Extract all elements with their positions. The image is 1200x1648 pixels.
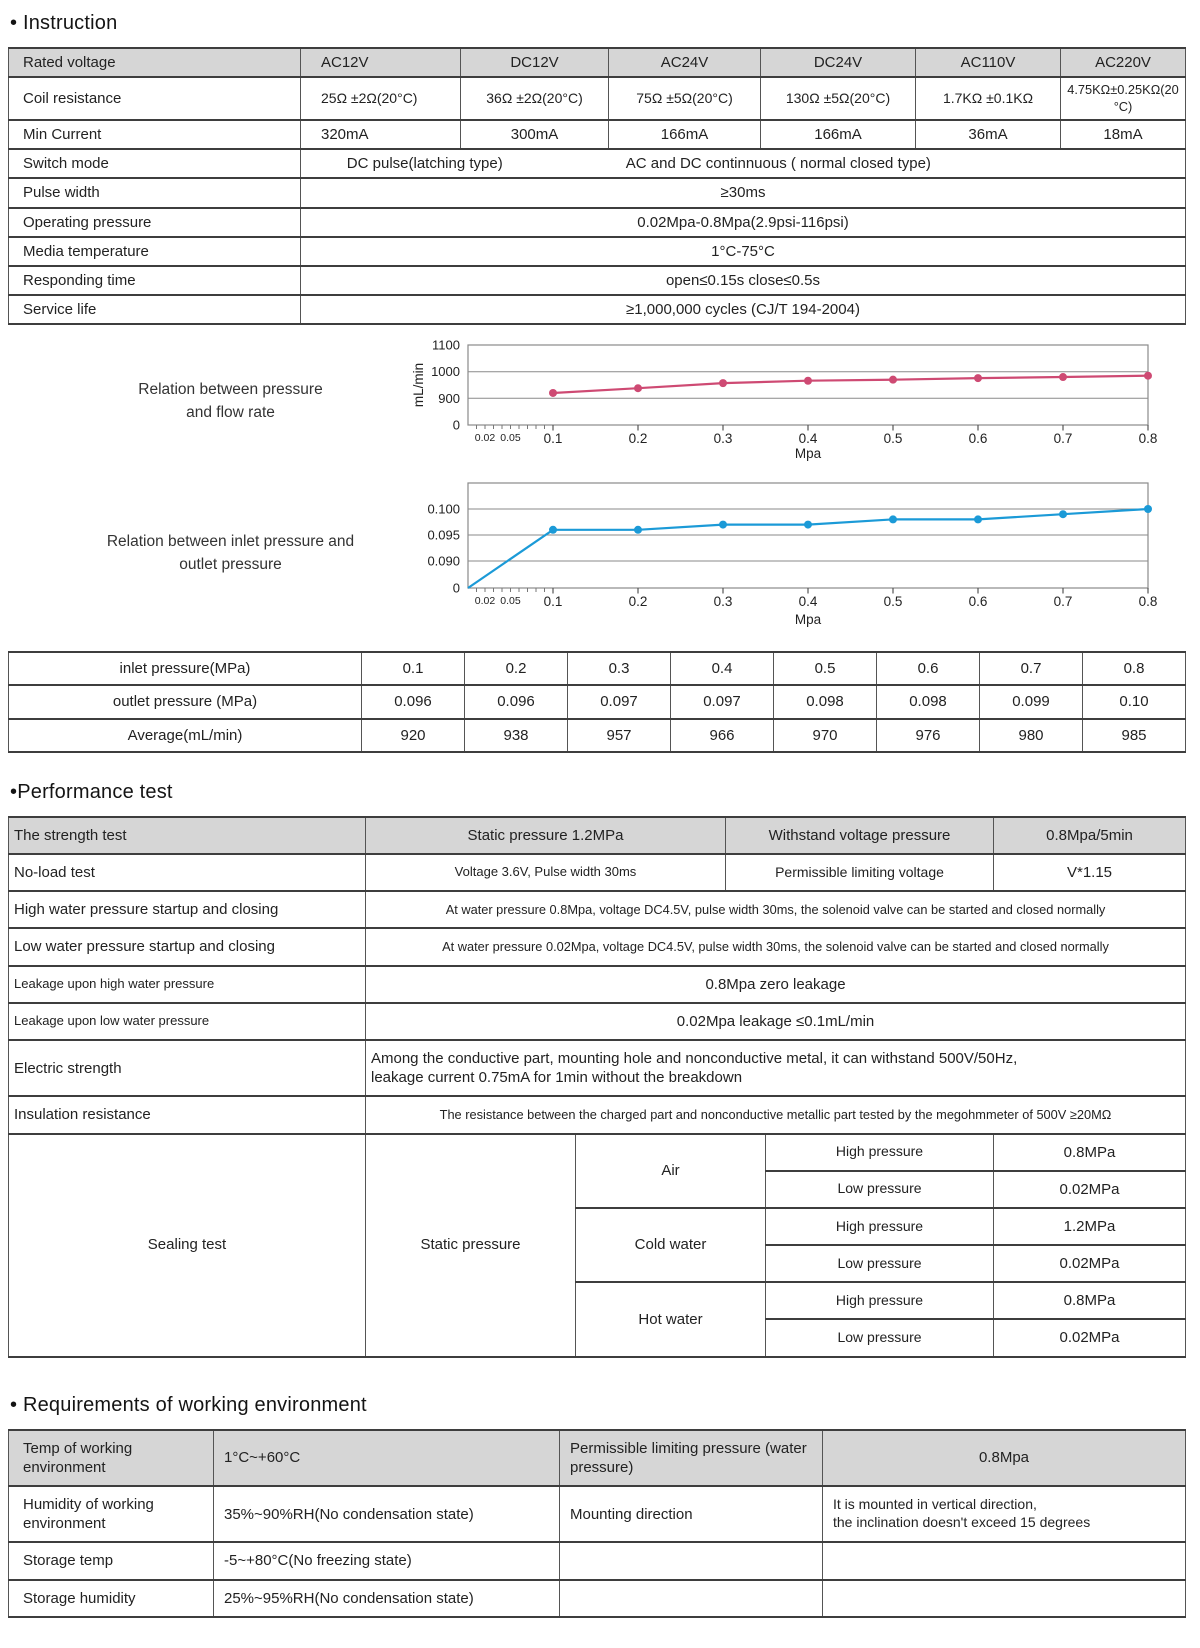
table-cell-text: It is mounted in vertical direction,: [833, 1496, 1037, 1513]
table-cell: High pressure: [766, 1208, 994, 1245]
chart-title-line: and flow rate: [186, 404, 275, 422]
table-cell: High pressure: [766, 1282, 994, 1319]
table-cell-text: DC pulse(latching type): [346, 155, 503, 173]
table-row: [9, 891, 1186, 928]
table-cell: 0.096: [362, 685, 465, 718]
table-cell-text: the inclination doesn't exceed 15 degrees: [833, 1514, 1091, 1531]
table-cell: At water pressure 0.8Mpa, voltage DC4.5V, pulse width 30ms, the solenoid valve can be started and closed normally: [366, 891, 1186, 928]
table-cell: 0.8: [1083, 652, 1186, 685]
table-cell: Static pressure 1.2MPa: [366, 817, 726, 854]
table-cell: 130Ω ±5Ω(20°C): [761, 77, 916, 120]
data-point: [889, 516, 897, 524]
axis-label: 0.1: [543, 594, 563, 610]
table-cell: 0.4: [671, 652, 774, 685]
table-cell: Sealing test: [9, 1134, 366, 1357]
table-cell: Static pressure: [366, 1134, 576, 1357]
table-cell: 0.02MPa: [994, 1171, 1186, 1208]
table-cell: Hot water: [576, 1282, 766, 1356]
table-cell: 18mA: [1061, 120, 1186, 149]
table-cell: 1.2MPa: [994, 1208, 1186, 1245]
data-point: [804, 521, 812, 529]
data-point: [804, 377, 812, 385]
table-cell: 166mA: [609, 120, 761, 149]
data-point: [634, 384, 642, 392]
table-cell: Pulse width: [9, 178, 301, 207]
table-cell: Low water pressure startup and closing: [9, 928, 366, 965]
table-cell: AC24V: [609, 48, 761, 77]
table-cell: Low pressure: [766, 1171, 994, 1208]
data-point: [549, 389, 557, 397]
axis-label: 0.05: [500, 432, 521, 445]
y-axis-title: mL/min: [411, 363, 426, 408]
table-cell: [301, 149, 1186, 178]
table-cell: The resistance between the charged part and nonconductive metallic part tested by the megohmmeter of 500V ≥20MΩ: [366, 1096, 1186, 1133]
axis-label: 0.3: [713, 594, 733, 610]
axis-label: 0: [452, 417, 460, 433]
table-cell: Coil resistance: [9, 77, 301, 120]
plot-box: [468, 345, 1148, 425]
table-row: [9, 1096, 1186, 1133]
axis-label: 0.6: [968, 594, 988, 610]
table-cell: 4.75KΩ±0.25KΩ(20°C): [1061, 77, 1186, 120]
table-row: [9, 652, 1186, 685]
table-cell: Mounting direction: [560, 1486, 823, 1542]
pressure-chart-title: [8, 530, 403, 577]
axis-label: 0.5: [883, 594, 903, 610]
data-point: [974, 516, 982, 524]
requirements-table: [8, 1429, 1186, 1618]
axis-label: 0.8: [1138, 431, 1158, 447]
table-row: [9, 295, 1186, 324]
chart-title-line: outlet pressure: [179, 556, 282, 574]
table-cell: 0.02MPa: [994, 1319, 1186, 1356]
table-row: [9, 1580, 1186, 1617]
flow-table: [8, 651, 1186, 753]
table-cell: DC24V: [761, 48, 916, 77]
axis-label: 0.7: [1053, 594, 1073, 610]
table-cell: At water pressure 0.02Mpa, voltage DC4.5V, pulse width 30ms, the solenoid valve can be started and closed normally: [366, 928, 1186, 965]
table-cell: 980: [980, 719, 1083, 752]
table-cell: 0.3: [568, 652, 671, 685]
axis-label: 0.1: [543, 431, 563, 447]
table-cell: [823, 1486, 1186, 1542]
table-row: [9, 1134, 1186, 1171]
axis-label: 0.4: [798, 431, 818, 447]
requirements-table-container: [8, 1429, 1193, 1618]
axis-label: 0.3: [713, 431, 733, 447]
table-cell: Leakage upon high water pressure: [9, 966, 366, 1003]
table-cell: 0.5: [774, 652, 877, 685]
pressure-chart-row: [8, 477, 1193, 629]
axis-label: 1100: [432, 339, 460, 353]
data-point: [974, 374, 982, 382]
table-cell: 0.8Mpa zero leakage: [366, 966, 1186, 1003]
table-row: [9, 817, 1186, 854]
table-cell: 0.097: [671, 685, 774, 718]
table-cell: No-load test: [9, 854, 366, 891]
spec-table-container: [8, 47, 1193, 325]
performance-section-title: •Performance test: [10, 780, 173, 803]
table-cell: 938: [465, 719, 568, 752]
table-row: [9, 928, 1186, 965]
axis-label: 0.02: [474, 595, 496, 608]
table-cell: 920: [362, 719, 465, 752]
table-row: [9, 719, 1186, 752]
axis-label: 0.100: [427, 501, 460, 517]
chart-title-line: Relation between pressure: [138, 381, 323, 398]
table-cell: Humidity of working environment: [9, 1486, 214, 1542]
instruction-section-title: • Instruction: [10, 12, 118, 34]
table-row: [9, 237, 1186, 266]
axis-label: 0.8: [1138, 594, 1158, 610]
data-point: [719, 379, 727, 387]
table-row: [9, 854, 1186, 891]
table-cell: 36Ω ±2Ω(20°C): [461, 77, 609, 120]
table-cell: 0.098: [774, 685, 877, 718]
data-point: [549, 526, 557, 534]
table-cell: Switch mode: [9, 149, 301, 178]
table-cell: -5~+80°C(No freezing state): [214, 1542, 560, 1579]
table-cell: 1.7KΩ ±0.1KΩ: [916, 77, 1061, 120]
table-cell: Voltage 3.6V, Pulse width 30ms: [366, 854, 726, 891]
table-cell: 976: [877, 719, 980, 752]
axis-label: 0.7: [1053, 431, 1073, 447]
table-cell-text: AC and DC continnuous ( normal closed type): [625, 155, 931, 173]
table-cell: 0.8MPa: [994, 1134, 1186, 1171]
table-cell: outlet pressure (MPa): [9, 685, 362, 718]
table-cell: Rated voltage: [9, 48, 301, 77]
table-cell: High pressure: [766, 1134, 994, 1171]
table-cell: 966: [671, 719, 774, 752]
axis-label: 0.4: [798, 594, 818, 610]
flow-rate-line-chart: [403, 339, 1173, 463]
table-cell: 75Ω ±5Ω(20°C): [609, 77, 761, 120]
table-cell: Average(mL/min): [9, 719, 362, 752]
table-cell: 0.8Mpa: [823, 1430, 1186, 1486]
table-row: [9, 178, 1186, 207]
table-cell: 970: [774, 719, 877, 752]
table-cell: 0.6: [877, 652, 980, 685]
axis-label: 0.6: [968, 431, 988, 447]
table-cell: Storage humidity: [9, 1580, 214, 1617]
table-cell: 0.098: [877, 685, 980, 718]
axis-label: 1000: [431, 364, 460, 380]
table-cell: 0.02Mpa-0.8Mpa(2.9psi-116psi): [301, 208, 1186, 237]
data-point: [634, 526, 642, 534]
table-cell: Cold water: [576, 1208, 766, 1282]
axis-label: 0.2: [628, 431, 648, 447]
axis-label: 0.5: [883, 431, 903, 447]
flow-rate-chart-title: [8, 378, 403, 425]
table-cell: DC12V: [461, 48, 609, 77]
table-cell: [823, 1580, 1186, 1617]
table-cell: 36mA: [916, 120, 1061, 149]
table-cell: open≤0.15s close≤0.5s: [301, 266, 1186, 295]
pressure-line-chart: [403, 477, 1173, 629]
table-cell: High water pressure startup and closing: [9, 891, 366, 928]
flow-rate-chart-row: [8, 339, 1193, 463]
table-cell: [560, 1542, 823, 1579]
table-row: [9, 149, 1186, 178]
x-axis-title: Mpa: [794, 446, 822, 462]
table-cell: 0.8MPa: [994, 1282, 1186, 1319]
axis-label: 0.05: [500, 595, 521, 608]
table-row: [9, 266, 1186, 295]
data-point: [1144, 372, 1152, 380]
table-cell: V*1.15: [994, 854, 1186, 891]
table-cell: [366, 1040, 1186, 1096]
table-row: [9, 1040, 1186, 1096]
table-cell: Storage temp: [9, 1542, 214, 1579]
table-cell: AC110V: [916, 48, 1061, 77]
table-cell: Operating pressure: [9, 208, 301, 237]
table-cell: 0.2: [465, 652, 568, 685]
table-cell: Low pressure: [766, 1319, 994, 1356]
table-row: [9, 48, 1186, 77]
table-cell: 0.10: [1083, 685, 1186, 718]
table-cell: AC12V: [301, 48, 461, 77]
table-cell: Withstand voltage pressure: [726, 817, 994, 854]
data-point: [719, 521, 727, 529]
axis-label: 0.095: [427, 527, 460, 543]
spec-table: [8, 47, 1186, 325]
table-cell: 35%~90%RH(No condensation state): [214, 1486, 560, 1542]
table-row: [9, 208, 1186, 237]
table-cell: inlet pressure(MPa): [9, 652, 362, 685]
chart-title-line: Relation between inlet pressure and: [106, 533, 355, 550]
table-cell: 0.02Mpa leakage ≤0.1mL/min: [366, 1003, 1186, 1040]
data-point: [1144, 505, 1152, 513]
table-cell: 166mA: [761, 120, 916, 149]
table-cell: 0.099: [980, 685, 1083, 718]
table-cell: 25Ω ±2Ω(20°C): [301, 77, 461, 120]
table-cell: Permissible limiting pressure (water pressure): [560, 1430, 823, 1486]
table-cell: Responding time: [9, 266, 301, 295]
table-cell: Insulation resistance: [9, 1096, 366, 1133]
table-cell: 0.097: [568, 685, 671, 718]
axis-label: 0.02: [474, 432, 496, 445]
table-cell: Min Current: [9, 120, 301, 149]
table-cell: Air: [576, 1134, 766, 1208]
data-point: [1059, 510, 1067, 518]
table-row: [9, 1430, 1186, 1486]
performance-table: [8, 816, 1186, 1358]
flow-table-container: [8, 651, 1193, 753]
table-cell: 0.8Mpa/5min: [994, 817, 1186, 854]
data-line: [553, 376, 1148, 393]
table-cell: Electric strength: [9, 1040, 366, 1096]
table-cell: AC220V: [1061, 48, 1186, 77]
table-cell: ≥1,000,000 cycles (CJ/T 194-2004): [301, 295, 1186, 324]
table-cell-text: leakage current 0.75mA for 1min without the breakdown: [371, 1069, 743, 1087]
table-cell: 0.1: [362, 652, 465, 685]
table-row: [9, 1003, 1186, 1040]
data-point: [1059, 373, 1067, 381]
table-row: [9, 966, 1186, 1003]
table-cell: ≥30ms: [301, 178, 1186, 207]
table-cell: The strength test: [9, 817, 366, 854]
table-cell: Permissible limiting voltage: [726, 854, 994, 891]
table-cell: 0.7: [980, 652, 1083, 685]
performance-table-container: [8, 816, 1193, 1358]
table-cell: [560, 1580, 823, 1617]
table-cell: 1°C-75°C: [301, 237, 1186, 266]
table-cell: 300mA: [461, 120, 609, 149]
table-row: [9, 685, 1186, 718]
table-cell: Low pressure: [766, 1245, 994, 1282]
table-cell: Service life: [9, 295, 301, 324]
table-cell: [823, 1542, 1186, 1579]
table-cell: 1°C~+60°C: [214, 1430, 560, 1486]
table-cell: 0.096: [465, 685, 568, 718]
table-cell: 957: [568, 719, 671, 752]
table-cell: Media temperature: [9, 237, 301, 266]
table-row: [9, 77, 1186, 120]
axis-label: 900: [438, 391, 460, 407]
requirements-section-title: • Requirements of working environment: [10, 1393, 367, 1416]
table-cell-text: Among the conductive part, mounting hole and nonconductive metal, it can withstand 500V/50Hz,: [371, 1049, 1018, 1067]
table-row: [9, 1542, 1186, 1579]
data-point: [889, 376, 897, 384]
table-cell: 985: [1083, 719, 1186, 752]
x-axis-title: Mpa: [794, 612, 822, 628]
table-cell: Leakage upon low water pressure: [9, 1003, 366, 1040]
table-cell: 0.02MPa: [994, 1245, 1186, 1282]
table-cell: 320mA: [301, 120, 461, 149]
axis-label: 0: [452, 580, 460, 596]
axis-label: 0.090: [427, 553, 460, 569]
axis-label: 0.2: [628, 594, 648, 610]
table-row: [9, 1486, 1186, 1542]
table-cell: 25%~95%RH(No condensation state): [214, 1580, 560, 1617]
table-row: [9, 120, 1186, 149]
table-cell: Temp of working environment: [9, 1430, 214, 1486]
